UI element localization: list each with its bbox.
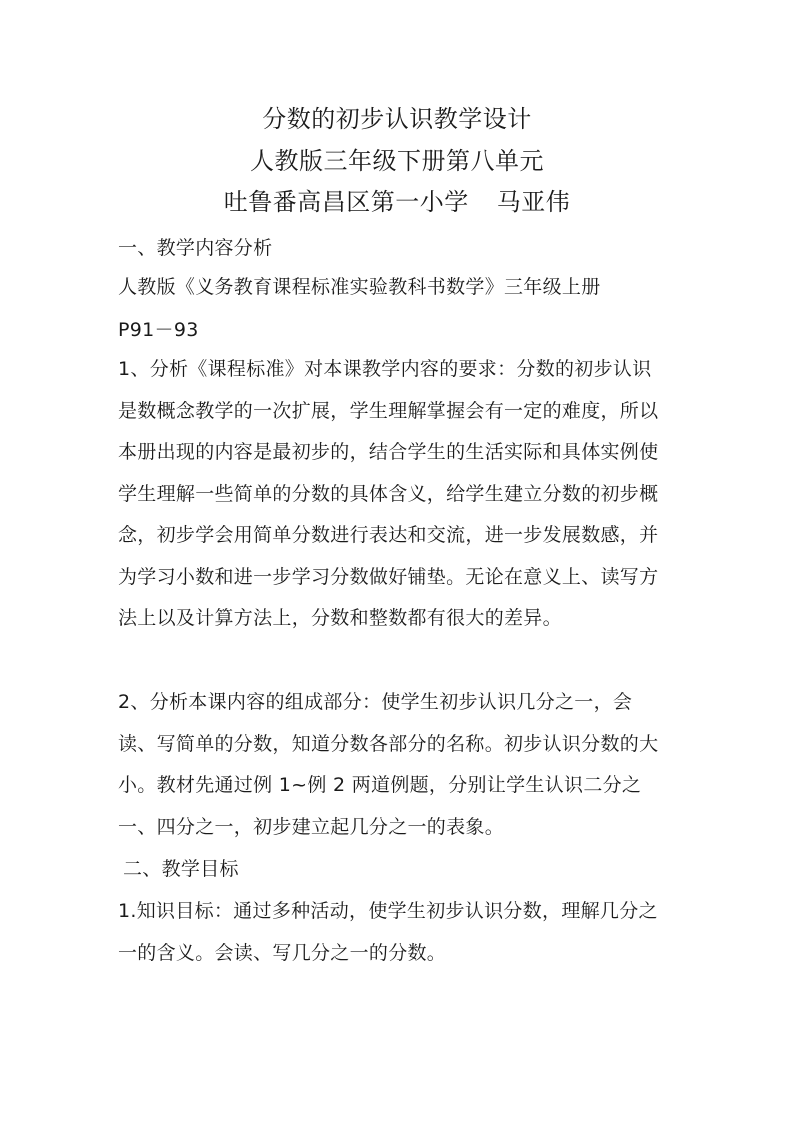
- section-heading-teaching-goals: 二、教学目标: [123, 858, 239, 880]
- school-name: 吐鲁番高昌区第一小学: [223, 188, 469, 216]
- textbook-source: 人教版《义务教育课程标准实验教科书数学》三年级上册: [118, 276, 601, 298]
- paragraph-knowledge-goal: 1.知识目标：通过多种活动，使学生初步认识分数，理解几分之一的含义。会读、写几分之一的分数。: [118, 900, 658, 964]
- page-range: P91－93: [118, 319, 199, 341]
- author-line: [0, 187, 794, 217]
- paragraph-curriculum-requirements: 1、分析《课程标准》对本课教学内容的要求：分数的初步认识是数概念教学的一次扩展，学生理解掌握会有一定的难度，所以本册出现的内容是最初步的，结合学生的生活实际和具体实例使学生理解一些简单的分数的具体含义，给学生建立分数的初步概念，初步学会用简单分数进行表达和交流，进一步发展数感，并为学习小数和进一步学习分数做好铺垫。无论在意义上、读写方法上以及计算方法上，分数和整数都有很大的差异。: [118, 358, 659, 629]
- author-name: 马亚伟: [496, 188, 571, 216]
- document-title: 分数的初步认识教学设计: [262, 105, 532, 133]
- document-subtitle: 人教版三年级下册第八单元: [250, 147, 544, 175]
- section-heading-content-analysis: 一、教学内容分析: [118, 237, 273, 259]
- paragraph-lesson-components: 2、分析本课内容的组成部分：使学生初步认识几分之一，会读、写简单的分数，知道分数各部分的名称。初步认识分数的大小。教材先通过例 1~例 2 两道例题，分别让学生认识二分之一、四分之一，初步建立起几分之一的表象。: [118, 691, 659, 838]
